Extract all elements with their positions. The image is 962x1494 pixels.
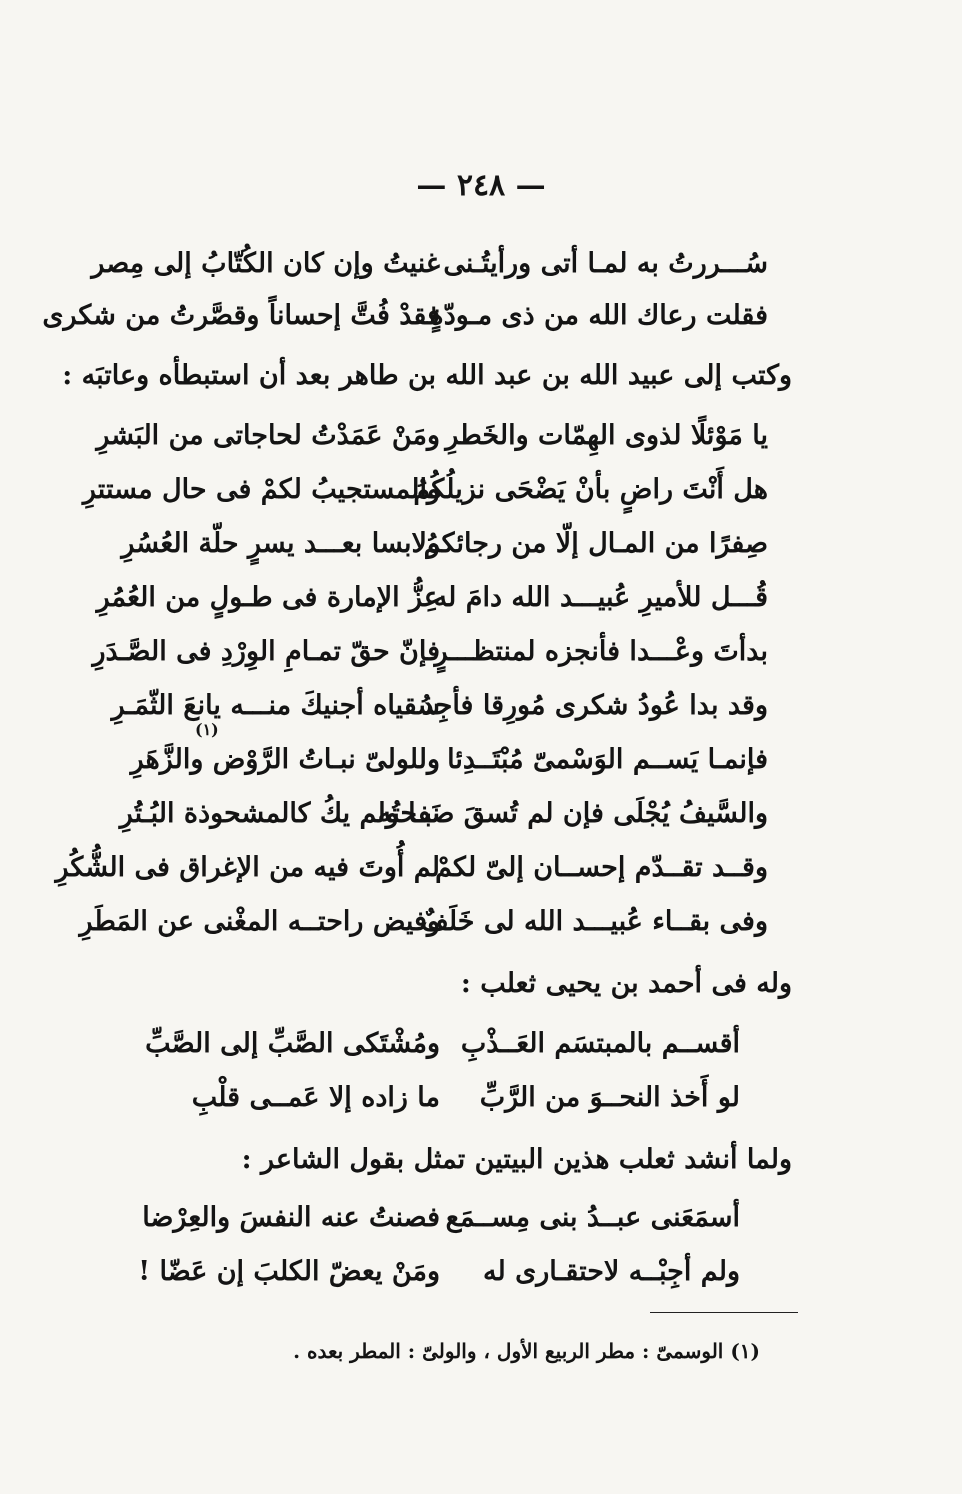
first-hemistich: قُـــل للأميرِ عُبيـــد الله دامَ له [433, 582, 768, 613]
second-hemistich: ومَنْ عَمَدْتُ لحاجاتى من البَشرِ [96, 420, 440, 451]
first-hemistich: هل أَنْتَ راضٍ بأنْ يَضْحَى نزيلُكُمُ [413, 474, 768, 505]
first-hemistich: لو أَخذ النحــوَ من الرَّبِّ [479, 1082, 740, 1113]
second-hemistich: فقدْ فُتَّ إحساناً وقصَّرتُ من شكرى [42, 300, 440, 331]
first-hemistich: وقد بدا عُودُ شكرى مُورِقا فأجِد [421, 690, 768, 721]
first-hemistich: فإنمـا يَســم الوَسْمىّ مُبْتَــدِئا [447, 744, 768, 775]
first-hemistich: ولم أجِبْــه لاحتقـارى له [483, 1256, 740, 1287]
second-hemistich: ما زاده إلا عَمــى قلْبِ [191, 1082, 440, 1113]
verse-line [42, 292, 790, 344]
first-hemistich: يا مَوْئلًا لذوى الهِمّات والخَطرِ [445, 420, 768, 451]
verse-line [79, 898, 790, 950]
verse-line [96, 412, 790, 464]
verse-line [96, 574, 790, 626]
first-hemistich: سُـــررتُ به لمـا أتى ورأيتُـنى [443, 248, 768, 279]
first-hemistich: صِفرًا من المـال إلّا من رجائكمُ [423, 528, 768, 559]
verse-line [55, 844, 790, 896]
first-hemistich: بدأتَ وعْـــدا فأنجزه لمنتظـــرٍ [434, 636, 768, 667]
first-hemistich: والسَّيفُ يُجْلَى فإن لم تُسقَ صفحتُه [377, 798, 768, 829]
second-hemistich: فصنتُ عنه النفسَ والعِرْضا [142, 1202, 440, 1233]
footnote-marker: (١) [195, 720, 219, 739]
second-hemistich: فإنّ حقّ تمـامِ الوِرْدِ فى الصَّـدَرِ [92, 636, 440, 667]
verse-line [142, 1194, 790, 1246]
verse-line [92, 628, 790, 680]
second-hemistich: والمستجيبُ لكمْ فى حال مستترِ [82, 474, 440, 505]
verse-line [111, 682, 790, 734]
second-hemistich: وفيض راحتــه المغْنى عن المَطَرِ [79, 906, 440, 937]
first-hemistich: وقــد تقــدّم إحســان إلىّ لكمْ [435, 852, 768, 883]
intro-paragraph: ولما أنشد ثعلب هذين البيتين تمثل بقول الشاعر : [241, 1144, 792, 1175]
footnote: (١) الوسمىّ : مطر الربيع الأول ، والولىّ : المطر بعده . [293, 1339, 760, 1363]
second-hemistich: عِزُّ الإمارة فى طـولٍ من العُمُرِ [96, 582, 440, 613]
second-hemistich: نَبـا ولم يكُ كالمشحوذة البُـتُرِ [119, 798, 440, 829]
second-hemistich: غنيتُ وإن كان الكُتّابُ إلى مِصر [91, 248, 440, 279]
verse-line [130, 736, 790, 788]
second-hemistich: ولابسا بعـــد يسرٍ حلّة العُسُرِ [121, 528, 440, 559]
verse-line [138, 1248, 790, 1300]
verse-line [82, 466, 790, 518]
second-hemistich: ومَنْ يعضّ الكلبَ إن عَضّا ! [138, 1256, 440, 1287]
second-hemistich: سُقياه أجنيكَ منـــه يانعَ الثّمَـرِ [111, 690, 440, 721]
intro-paragraph: وله فى أحمد بن يحيى ثعلب : [460, 968, 792, 999]
verse-line [91, 240, 790, 292]
first-hemistich: أقســم بالمبتسَم العَــذْبِ [460, 1028, 740, 1059]
verse-line [121, 520, 790, 572]
verse-line [145, 1020, 790, 1072]
footnote-divider [650, 1312, 798, 1313]
second-hemistich: وللولىّ نبـاتُ الرَّوْض والزَّهَرِ [130, 744, 440, 775]
second-hemistich: لم أُوتَ فيه من الإغراق فى الشُّكُرِ [55, 852, 440, 883]
verse-line [150, 1074, 790, 1126]
intro-paragraph: وكتب إلى عبيد الله بن عبد الله بن طاهر بعد أن استبطأه وعاتبَه : [62, 360, 792, 391]
first-hemistich: فقلت رعاك الله من ذى مـودّةٍ [429, 300, 768, 331]
second-hemistich: ومُشْتَكى الصَّبِّ إلى الصَّبِّ [145, 1028, 440, 1059]
verse-line [119, 790, 790, 842]
page-number: — ٢٤٨ — [416, 168, 546, 203]
first-hemistich: أسمَعَنى عبــدُ بنى مِســمَع [445, 1202, 740, 1233]
first-hemistich: وفى بقــاء عُبيـــد الله لى خَلَفٌ [420, 906, 768, 937]
